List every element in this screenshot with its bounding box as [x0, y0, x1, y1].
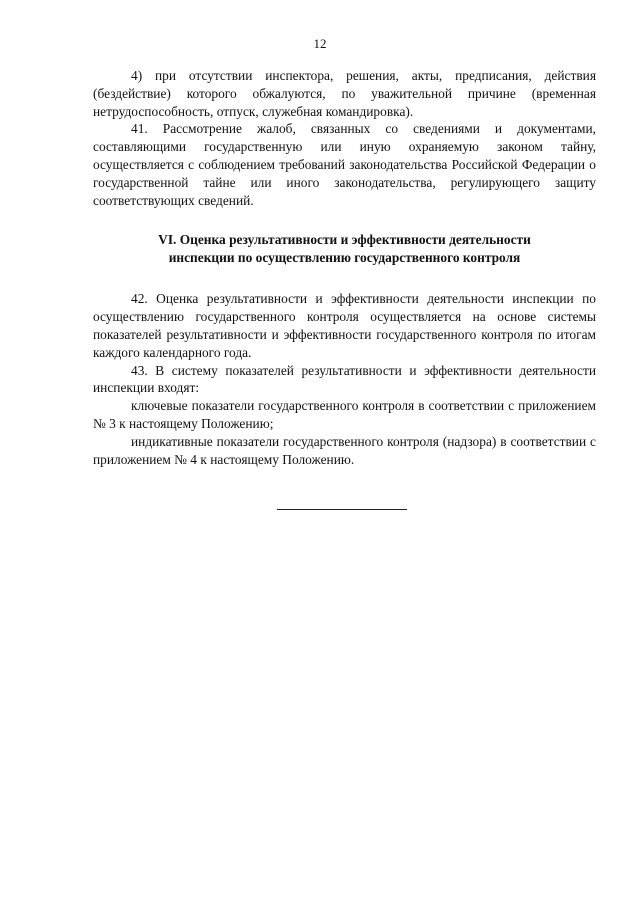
document-body — [93, 67, 596, 468]
paragraph-indicative-indicators: индикативные показатели государственного контроля (надзора) в соответствии с приложением № 4 к настоящему Положению. — [93, 433, 596, 467]
page-number: 12 — [313, 36, 327, 51]
section-heading — [93, 231, 596, 267]
end-of-document-line — [277, 509, 407, 510]
section-title-line-2: инспекции по осуществлению государственного контроля — [168, 250, 521, 266]
paragraph-42: 42. Оценка результативности и эффективности деятельности инспекции по осуществлению государственного контроля осуществляется на основе системы показателей результативности и эффективности государственного контроля по итогам каждого календарного года. — [93, 291, 596, 360]
paragraph-key-indicators: ключевые показатели государственного контроля в соответствии с приложением № 3 к настоящему Положению; — [93, 398, 596, 431]
paragraph-43: 43. В систему показателей результативности и эффективности деятельности инспекции входят: — [93, 362, 596, 396]
paragraph-item-4: 4) при отсутствии инспектора, решения, акты, предписания, действия (бездействие) которого обжалуются, по уважительной причине (временная нетрудоспособность, отпуск, служебная командировка). — [93, 68, 596, 119]
paragraph-41: 41. Рассмотрение жалоб, связанных со сведениями и документами, составляющими государственную или иную охраняемую законом тайну, осуществляется с соблюдением требований законодательства Российской Федерации о государственной тайне или иного законодательства, регулирующего защиту соответствующих сведений. — [93, 121, 596, 208]
section-title-line-1: VI. Оценка результативности и эффективности деятельности — [158, 232, 531, 248]
